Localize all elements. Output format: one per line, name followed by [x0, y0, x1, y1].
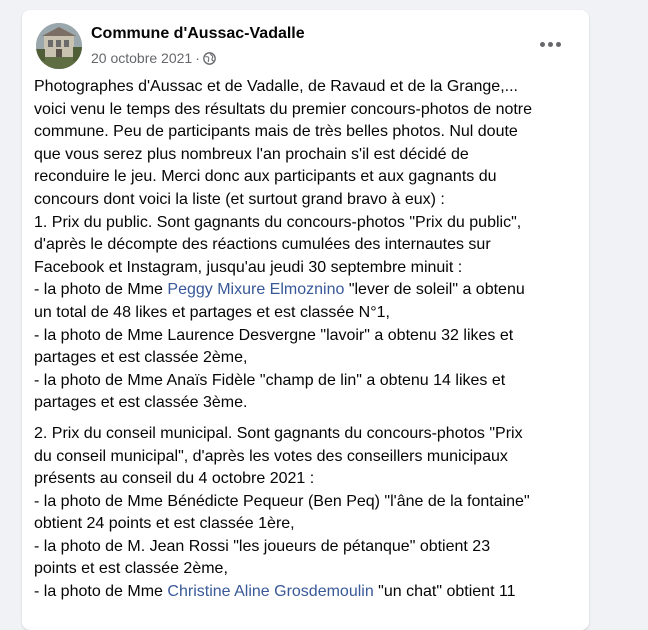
line-text: "un chat" obtient 11: [373, 583, 516, 601]
more-dot: [556, 42, 561, 47]
post-line: d'après le décompte des réactions cumulées des internautes sur: [34, 236, 491, 254]
more-dot: [548, 42, 553, 47]
post-line: du conseil municipal", d'après les votes des conseillers municipaux: [34, 447, 508, 465]
post-line: Facebook et Instagram, jusqu'au jeudi 30 septembre minuit :: [34, 258, 463, 276]
post-line: 2. Prix du conseil municipal. Sont gagnants du concours-photos "Prix: [34, 424, 523, 442]
post-body: [34, 76, 574, 604]
post-line: reconduire le jeu. Merci donc aux participants et aux gagnants du: [34, 168, 497, 186]
mention-link[interactable]: Peggy Mixure Elmoznino: [167, 281, 345, 299]
avatar-building-image: [36, 23, 82, 69]
facebook-post-card: [22, 10, 589, 630]
post-line: Photographes d'Aussac et de Vadalle, de Ravaud et de la Grange,...: [34, 78, 518, 95]
post-paragraph-1: [34, 76, 574, 415]
mention-link[interactable]: Christine Aline Grosdemoulin: [167, 583, 374, 601]
post-line: concours dont voici la liste (et surtout grand bravo à eux) :: [34, 190, 445, 208]
globe-icon[interactable]: [203, 52, 216, 65]
post-paragraph-2: [34, 423, 574, 604]
post-line: que vous serez plus nombreux l'an prochain s'il est décidé de: [34, 145, 469, 163]
post-line: points et est classée 2ème,: [34, 560, 228, 578]
post-line: partages et est classée 3ème.: [34, 394, 248, 412]
line-text: "lever de soleil" a obtenu: [344, 281, 525, 299]
post-line: [34, 581, 574, 604]
more-dot: [540, 42, 545, 47]
post-line: - la photo de Mme Anaïs Fidèle "champ de lin" a obtenu 14 likes et: [34, 371, 506, 389]
line-text: - la photo de Mme: [34, 281, 168, 299]
post-line: obtient 24 points et est classée 1ère,: [34, 515, 295, 533]
post-line: - la photo de Mme Laurence Desvergne "lavoir" a obtenu 32 likes et: [34, 326, 514, 344]
more-options-button[interactable]: [532, 32, 568, 56]
post-line: un total de 48 likes et partages et est classée N°1,: [34, 303, 390, 321]
post-author-name[interactable]: Commune d'Aussac-Vadalle: [91, 25, 305, 42]
post-line: [34, 279, 574, 302]
meta-separator: ·: [195, 50, 200, 66]
post-meta: [91, 50, 216, 66]
post-line: - la photo de Mme Bénédicte Pequeur (Ben Peq) "l'âne de la fontaine": [34, 492, 530, 510]
page-avatar[interactable]: [36, 23, 82, 69]
line-text: - la photo de Mme: [34, 583, 168, 601]
post-line: - la photo de M. Jean Rossi "les joueurs de pétanque" obtient 23: [34, 537, 491, 555]
post-line: 1. Prix du public. Sont gagnants du concours-photos "Prix du public",: [34, 213, 522, 231]
post-line: voici venu le temps des résultats du premier concours-photos de notre: [34, 100, 533, 118]
post-date[interactable]: 20 octobre 2021: [91, 50, 193, 66]
post-line: partages et est classée 2ème,: [34, 349, 248, 367]
post-line: présents au conseil du 4 octobre 2021 :: [34, 470, 315, 488]
post-line: commune. Peu de participants mais de très belles photos. Nul doute: [34, 123, 518, 141]
